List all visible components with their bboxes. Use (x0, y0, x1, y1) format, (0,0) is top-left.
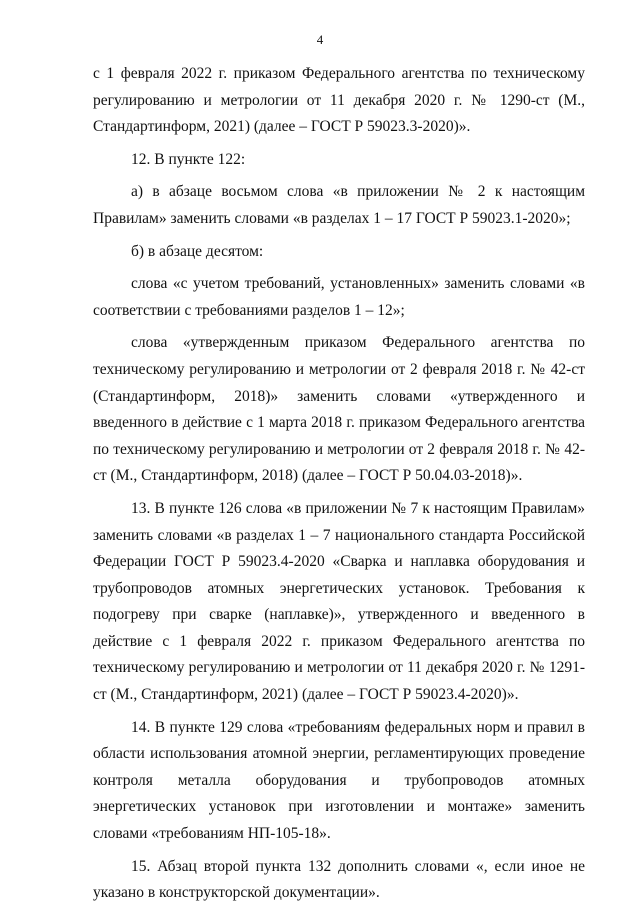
paragraph-item-15: 15. Абзац второй пункта 132 дополнить словами «, если иное не указано в конструкторской документации». (93, 857, 585, 902)
page-number: 4 (316, 32, 324, 47)
paragraph-item-12b-words-2: слова «утвержденным приказом Федерального агентства по техническому регулированию и метрологии от 2 февраля 2018 г. № 42-ст (Стандартинформ, 2018)» заменить словами «утвержденного и введенного в действие с 1 марта 2018 г. приказом Федерального агентства по техническому регулированию и метрологии от 2 февраля 2018 г. № 42-ст (М., Стандартинформ, 2018) (далее – ГОСТ Р 50.04.03-2018)». (93, 334, 585, 485)
paragraph-continuation: с 1 февраля 2022 г. приказом Федерального агентства по техническому регулированию и метрологии от 11 декабря 2020 г. № 1290-ст (М., Стандартинформ, 2021) (далее – ГОСТ Р 59023.3-2020)». (93, 65, 585, 136)
paragraph-item-12b: б) в абзаце десятом: (131, 242, 264, 260)
document-body (93, 61, 585, 907)
paragraph-item-14: 14. В пункте 129 слова «требованиям федеральных норм и правил в области использования атомной энергии, регламентирующих проведение контроля металла оборудования и трубопроводов атомных энергетических установок при изготовлении и монтаже» заменить словами «требованиям НП-105-18». (93, 718, 585, 843)
paragraph-item-13: 13. В пункте 126 слова «в приложении № 7 к настоящим Правилам» заменить словами «в разделах 1 – 7 национального стандарта Российской Федерации ГОСТ Р 59023.4-2020 «Сварка и наплавка оборудования и трубопроводов атомных энергетических установок. Требования к подогреву при сварке (наплавке)», утвержденного и введенного в действие с 1 февраля 2022 г. приказом Федерального агентства по техническому регулированию и метрологии от 11 декабря 2020 г. № 1291-ст (М., Стандартинформ, 2021) (далее – ГОСТ Р 59023.4-2020)». (93, 499, 585, 704)
paragraph-item-12: 12. В пункте 122: (131, 150, 246, 168)
paragraph-item-12a: а) в абзаце восьмом слова «в приложении № 2 к настоящим Правилам» заменить словами «в разделах 1 – 17 ГОСТ Р 59023.1-2020»; (93, 183, 585, 227)
paragraph-item-12b-words-1: слова «с учетом требований, установленных» заменить словами «в соответствии с требованиями разделов 1 – 12»; (93, 275, 585, 319)
